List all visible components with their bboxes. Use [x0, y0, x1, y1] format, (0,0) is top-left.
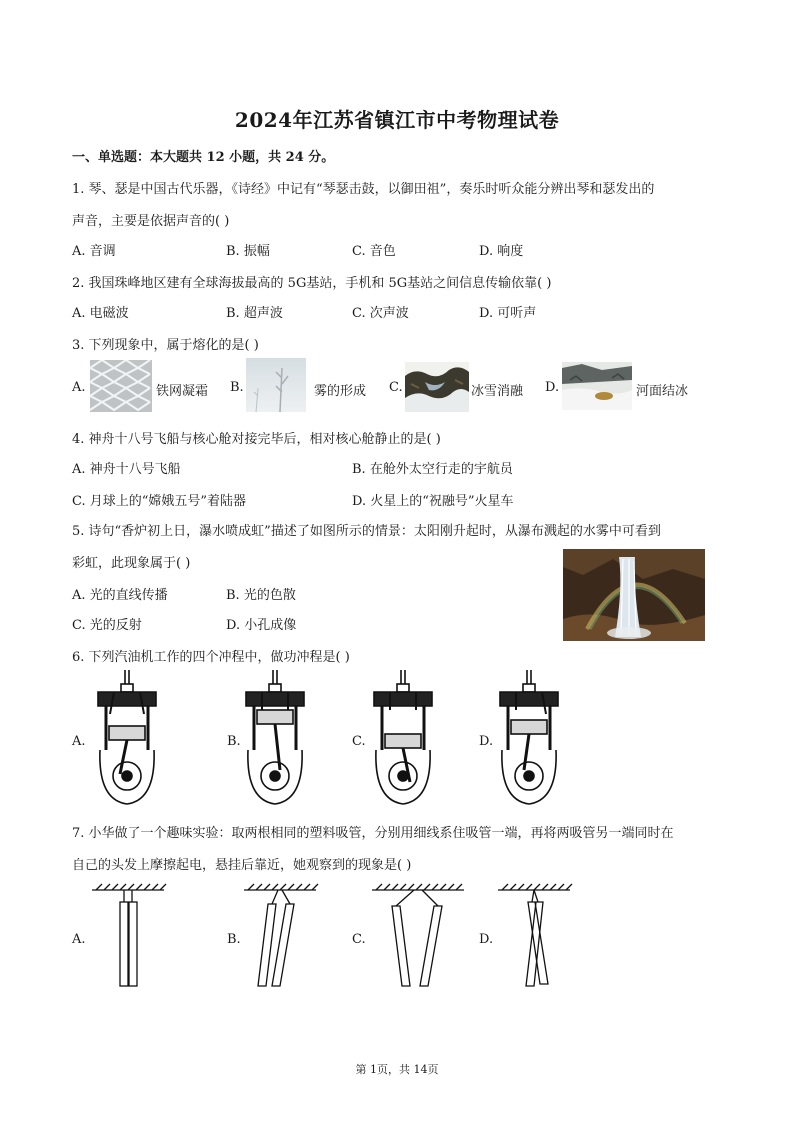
q1-option-b: B. 振幅: [226, 244, 270, 259]
q7-option-d-letter: D.: [479, 932, 494, 947]
q7-option-b-letter: B.: [227, 932, 241, 947]
q6-option-d-letter: D.: [479, 734, 494, 749]
q7-option-a-letter: A.: [72, 932, 86, 947]
q3-option-c-letter: C.: [389, 380, 403, 395]
frost-on-wire-mesh-image: [90, 360, 152, 412]
q1-stem-line1: 1. 琴、瑟是中国古代乐器，《诗经》中记有“琴瑟击鼓，以御田祖”，奏乐时听众能分辨出琴和瑟发出的: [72, 182, 655, 197]
q5-option-d: D. 小孔成像: [226, 618, 297, 633]
q6-stem: 6. 下列汽油机工作的四个冲程中，做功冲程是( ): [72, 650, 350, 665]
q5-option-a: A. 光的直线传播: [72, 588, 168, 603]
melting-snow-image: [405, 362, 469, 412]
q1-option-a: A. 音调: [72, 244, 116, 259]
q6-option-b-letter: B.: [227, 734, 241, 749]
q3-stem: 3. 下列现象中，属于熔化的是( ): [72, 338, 259, 353]
q5-stem-line2: 彩虹，此现象属于( ): [72, 556, 191, 571]
q2-option-d: D. 可听声: [479, 306, 537, 321]
straws-diagram-c: [368, 882, 468, 988]
section-heading: 一、单选题：本大题共 12 小题，共 24 分。: [72, 150, 335, 165]
q2-option-c: C. 次声波: [352, 306, 409, 321]
q3-option-d-letter: D.: [545, 380, 560, 395]
q4-option-b: B. 在舱外太空行走的宇航员: [352, 462, 513, 477]
q6-option-a-letter: A.: [72, 734, 86, 749]
q1-option-c: C. 音色: [352, 244, 396, 259]
q2-stem: 2. 我国珠峰地区建有全球海拔最高的 5G基站，手机和 5G基站之间信息传输依靠( ): [72, 276, 552, 291]
engine-stroke-diagram-b: [240, 670, 310, 810]
engine-stroke-diagram-a: [92, 670, 162, 810]
q3-option-d-caption: 河面结冰: [636, 384, 689, 399]
waterfall-rainbow-image: [563, 549, 705, 641]
page-footer: 第 1页，共 14页: [355, 1063, 439, 1076]
q3-option-a-caption: 铁网凝霜: [156, 384, 209, 399]
q3-option-c-caption: 冰雪消融: [471, 384, 524, 399]
q1-option-d: D. 响度: [479, 244, 524, 259]
q3-option-a-letter: A.: [72, 380, 86, 395]
q4-stem: 4. 神舟十八号飞船与核心舱对接完毕后，相对核心舱静止的是( ): [72, 432, 441, 447]
straws-diagram-d: [494, 882, 574, 988]
engine-stroke-diagram-d: [494, 670, 564, 810]
q2-option-b: B. 超声波: [226, 306, 283, 321]
q4-option-d: D. 火星上的“祝融号”火星车: [352, 494, 514, 509]
q6-option-c-letter: C.: [352, 734, 366, 749]
q1-stem-line2: 声音，主要是依据声音的( ): [72, 214, 230, 229]
q5-stem-line1: 5. 诗句“香炉初上日，瀑水喷成虹”描述了如图所示的情景：太阳刚升起时，从瀑布溅起的水雾中可看到: [72, 524, 661, 539]
q5-option-b: B. 光的色散: [226, 588, 296, 603]
engine-stroke-diagram-c: [368, 670, 438, 810]
fog-image: [246, 358, 306, 412]
q5-option-c: C. 光的反射: [72, 618, 142, 633]
q2-option-a: A. 电磁波: [72, 306, 129, 321]
q3-option-b-letter: B.: [230, 380, 244, 395]
q7-option-c-letter: C.: [352, 932, 366, 947]
q7-stem-line2: 自己的头发上摩擦起电，悬挂后靠近，她观察到的现象是( ): [72, 858, 412, 873]
straws-diagram-a: [88, 882, 168, 988]
frozen-river-image: [562, 362, 632, 410]
q3-option-b-caption: 雾的形成: [314, 384, 367, 399]
page-title: 2024年江苏省镇江市中考物理试卷: [234, 108, 560, 132]
q4-option-c: C. 月球上的“嫦娥五号”着陆器: [72, 494, 247, 509]
q4-option-a: A. 神舟十八号飞船: [72, 462, 181, 477]
straws-diagram-b: [240, 882, 320, 988]
q7-stem-line1: 7. 小华做了一个趣味实验：取两根相同的塑料吸管，分别用细线系住吸管一端，再将两吸管另一端同时在: [72, 826, 674, 841]
